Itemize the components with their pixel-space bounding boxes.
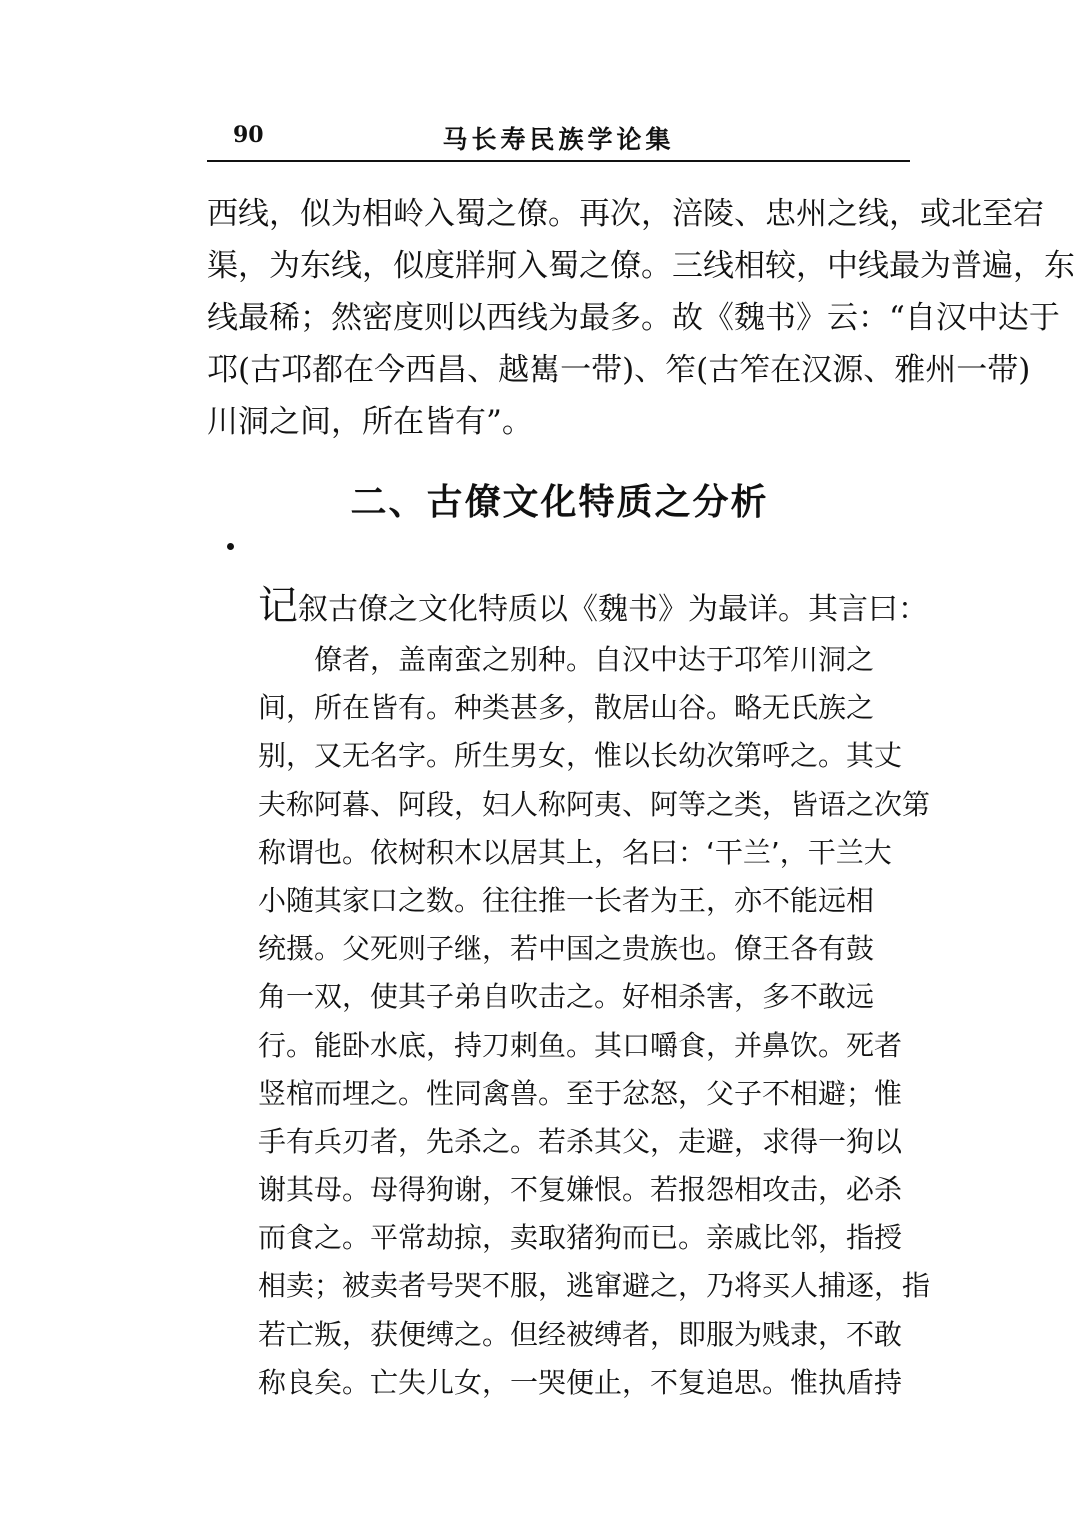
quote-line: 别，又无名字。所生男女，惟以长幼次第呼之。其丈 (258, 739, 903, 773)
lead-text: 叙古僚之文化特质以《魏书》为最详。其言曰： (298, 592, 928, 627)
quote-line: 若亡叛，获便缚之。但经被缚者，即服为贱隶，不敢 (258, 1317, 903, 1351)
quote-line: 小随其家口之数。往往推一长者为王，亦不能远相 (258, 883, 875, 917)
quote-line: 而食之。平常劫掠，卖取猪狗而已。亲戚比邻，指授 (258, 1221, 903, 1255)
stray-dot-mark (227, 543, 234, 550)
quote-line: 僚者，盖南蛮之别种。自汉中达于邛笮川洞之 (314, 643, 875, 676)
quote-line: 行。能卧水底，持刀刺鱼。其口嚼食，并鼻饮。死者 (258, 1028, 903, 1062)
quote-line: 手有兵刃者，先杀之。若杀其父，走避，求得一狗以 (258, 1124, 903, 1158)
header-rule (207, 160, 910, 162)
intro-line: 邛(古邛都在今西昌、越嶲一带)、笮(古笮在汉源、雅州一带) (207, 352, 1031, 388)
quote-line: 角一双，使其子弟自吹击之。好相杀害，多不敢远 (258, 980, 875, 1014)
quote-line: 间，所在皆有。种类甚多，散居山谷。略无氏族之 (258, 691, 875, 725)
quote-line: 夫称阿暮、阿段，妇人称阿夷、阿等之类，皆语之次第 (258, 787, 931, 821)
quote-line: 谢其母。母得狗谢，不复嫌恨。若报怨相攻击，必杀 (258, 1173, 903, 1207)
block-quote (258, 636, 931, 1407)
intro-line: 线最稀；然密度则以西线为最多。故《魏书》云：“自汉中达于 (207, 300, 1060, 336)
intro-line: 渠，为东线，似度牂牁入蜀之僚。三线相较，中线最为普遍，东 (207, 248, 1075, 284)
intro-line: 川洞之间，所在皆有”。 (207, 404, 533, 440)
quote-line: 相卖；被卖者号哭不服，逃窜避之，乃将买人捕逐，指 (258, 1269, 931, 1303)
running-header (207, 118, 910, 162)
intro-paragraph (207, 188, 1075, 448)
intro-line: 西线，似为相岭入蜀之僚。再次，涪陵、忠州之线，或北至宕 (207, 196, 1044, 232)
section-heading: 二、古僚文化特质之分析 (350, 482, 769, 523)
lead-paragraph (258, 576, 928, 640)
quote-line: 统摄。父死则子继，若中国之贵族也。僚王各有鼓 (258, 932, 875, 966)
dropcap: 记 (258, 583, 298, 629)
quote-line: 称谓也。依树积木以居其上，名曰：‘干兰’，干兰大 (258, 835, 892, 869)
quote-line: 称良矣。亡失儿女，一哭便止，不复追思。惟执盾持 (258, 1365, 903, 1399)
quote-line: 竖棺而埋之。性同禽兽。至于忿怒，父子不相避；惟 (258, 1076, 903, 1110)
page-number: 90 (233, 122, 264, 148)
book-title: 马长寿民族学论集 (442, 125, 675, 154)
